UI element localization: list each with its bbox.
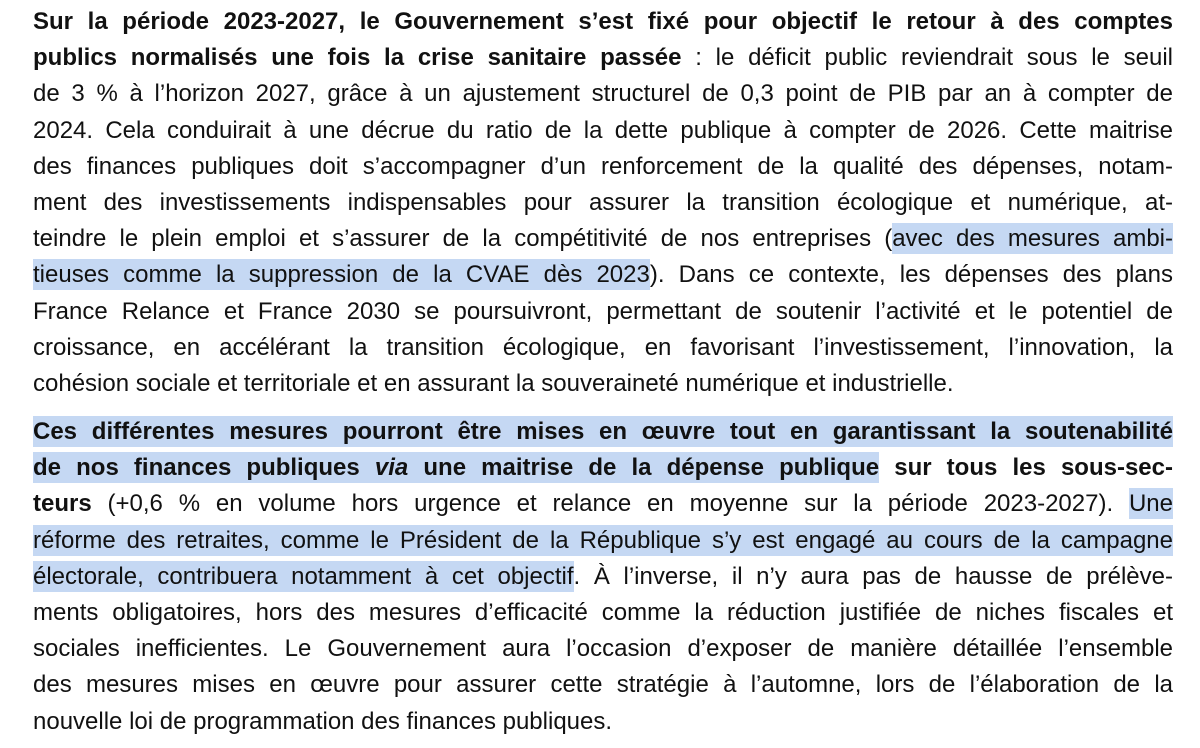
bold-text: Sur la période 2023-2027, le Gouvernement s’est fixé pour objectif le retour à des comptes xyxy=(33,8,1173,35)
highlighted-bold-text[interactable]: Ces différentes mesures pourront être mises en œuvre tout en garantissant la soutenabilité xyxy=(33,418,1173,446)
text-line xyxy=(33,595,1173,631)
highlighted-text[interactable]: avec des mesures ambi- xyxy=(892,225,1173,253)
highlighted-bold-italic-text[interactable]: via xyxy=(374,454,409,482)
body-text: nouvelle loi de programmation des finances publiques. xyxy=(33,707,613,735)
text-line xyxy=(33,414,1173,450)
text-line xyxy=(33,704,1173,740)
paragraph-1 xyxy=(33,4,1173,402)
body-text: cohésion sociale et territoriale et en assurant la souveraineté numérique et industrielle. xyxy=(33,369,954,397)
text-line xyxy=(33,486,1173,522)
text-line xyxy=(33,667,1173,703)
highlighted-text[interactable]: réforme des retraites, comme le Président de la République s’y est engagé au cours de la campagne xyxy=(33,526,1173,554)
text-line xyxy=(33,257,1173,293)
bold-text: sur tous les sous-sec- xyxy=(879,454,1173,482)
highlighted-text[interactable]: Une xyxy=(1128,490,1173,518)
text-line xyxy=(33,523,1173,559)
text-line xyxy=(33,631,1173,667)
highlighted-bold-text[interactable]: de nos finances publiques xyxy=(33,454,375,482)
bold-text: teurs xyxy=(33,490,92,518)
body-text: : le déficit public reviendrait sous le seuil xyxy=(681,44,1173,72)
highlighted-text[interactable]: électorale, contribuera notamment à cet objectif xyxy=(33,562,574,590)
text-line xyxy=(33,294,1173,330)
body-text: des finances publiques doit s’accompagner d’un renforcement de la qualité des dépenses, notam- xyxy=(33,152,1173,180)
body-text: 2024. Cela conduirait à une décrue du ratio de la dette publique à compter de 2026. Cette maitrise xyxy=(33,116,1173,144)
text-line xyxy=(33,185,1173,221)
paragraph-spacer xyxy=(33,402,1173,414)
body-text: ment des investissements indispensables pour assurer la transition écologique et numérique, at- xyxy=(33,188,1173,216)
text-line xyxy=(33,4,1173,40)
text-line xyxy=(33,221,1173,257)
text-line xyxy=(33,366,1173,402)
text-line xyxy=(33,40,1173,76)
highlighted-bold-text[interactable]: une maitrise de la dépense publique xyxy=(408,454,880,482)
text-line xyxy=(33,559,1173,595)
body-text: (+0,6 % en volume hors urgence et relance en moyenne sur la période 2023-2027). xyxy=(91,490,1129,518)
body-text: des mesures mises en œuvre pour assurer cette stratégie à l’automne, lors de l’élaboration de la xyxy=(33,671,1173,699)
body-text: teindre le plein emploi et s’assurer de la compétitivité de nos entreprises ( xyxy=(33,225,893,253)
bold-text: publics normalisés une fois la crise sanitaire passée xyxy=(33,44,682,72)
body-text: ). Dans ce contexte, les dépenses des plans xyxy=(649,261,1173,289)
highlighted-text[interactable]: tieuses comme la suppression de la CVAE dès 2023 xyxy=(33,261,650,289)
text-line xyxy=(33,330,1173,366)
body-text: sociales inefficientes. Le Gouvernement aura l’occasion d’exposer de manière détaillée l’ensemble xyxy=(33,635,1173,663)
text-line xyxy=(33,76,1173,112)
document-page xyxy=(33,4,1173,740)
body-text: croissance, en accélérant la transition écologique, en favorisant l’investissement, l’innovation, la xyxy=(33,333,1173,361)
body-text: . À l’inverse, il n’y aura pas de hausse de prélève- xyxy=(573,562,1173,590)
body-text: France Relance et France 2030 se poursuivront, permettant de soutenir l’activité et le potentiel de xyxy=(33,297,1173,325)
text-line xyxy=(33,113,1173,149)
body-text: ments obligatoires, hors des mesures d’efficacité comme la réduction justifiée de niches fiscales et xyxy=(33,599,1173,626)
text-line xyxy=(33,149,1173,185)
body-text: de 3 % à l’horizon 2027, grâce à un ajustement structurel de 0,3 point de PIB par an à compter de xyxy=(33,80,1173,108)
text-line xyxy=(33,450,1173,486)
paragraph-2 xyxy=(33,414,1173,740)
